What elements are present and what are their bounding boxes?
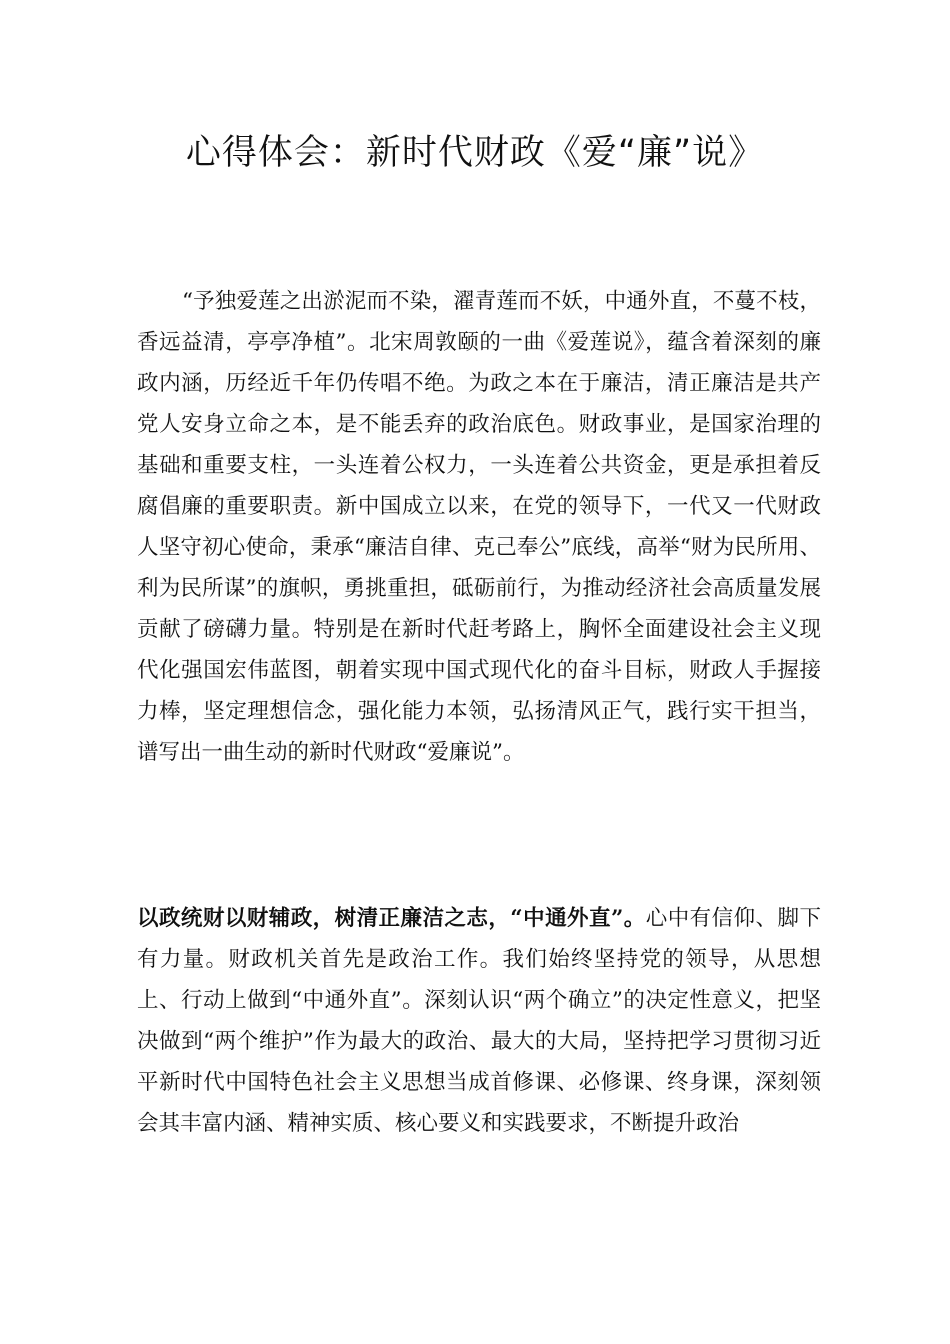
document-title: 心得体会：新时代财政《爱“廉”说》 — [185, 133, 765, 173]
paragraph-intro-text: “予独爱莲之出淤泥而不染，濯青莲而不妖，中通外直，不蔓不枝，香远益清，亭亭净植”。北宋周敦颐的一曲《爱莲说》，蕴含着深刻的廉政内涵，历经近千年仍传唱不绝。为政之本在于廉洁，清正廉洁是共产党人安身立命之本，是不能丢弃的政治底色。财政事业，是国家治理的基础和重要支柱，一头连着公权力，一头连着公共资金，更是承担着反腐倡廉的重要职责。新中国成立以来，在党的领导下，一代又一代财政人坚守初心使命，秉承“廉洁自律、克己奉公”底线，高举“财为民所用、利为民所谋”的旗帜，勇挑重担，砥砺前行，为推动经济社会高质量发展贡献了磅礴力量。特别是在新时代赶考路上，胸怀全面建设社会主义现代化强国宏伟蓝图，朝着实现中国式现代化的奋斗目标，财政人手握接力棒，坚定理想信念，强化能力本领，弘扬清风正气，践行实干担当，谱写出一曲生动的新时代财政“爱廉说”。 — [137, 289, 821, 765]
section-1-heading: 以政统财以财辅政，树清正廉洁之志，“中通外直”。 — [137, 906, 646, 931]
paragraph-section-1 — [137, 898, 821, 1144]
section-1-text: 心中有信仰、脚下有力量。财政机关首先是政治工作。我们始终坚持党的领导，从思想上、行动上做到“中通外直”。深刻认识“两个确立”的决定性意义，把坚决做到“两个维护”作为最大的政治、最大的大局，坚持把学习贯彻习近平新时代中国特色社会主义思想当成首修课、必修课、终身课，深刻领会其丰富内涵、精神实质、核心要义和实践要求，不断提升政治 — [137, 906, 821, 1136]
paragraph-intro — [137, 281, 821, 773]
